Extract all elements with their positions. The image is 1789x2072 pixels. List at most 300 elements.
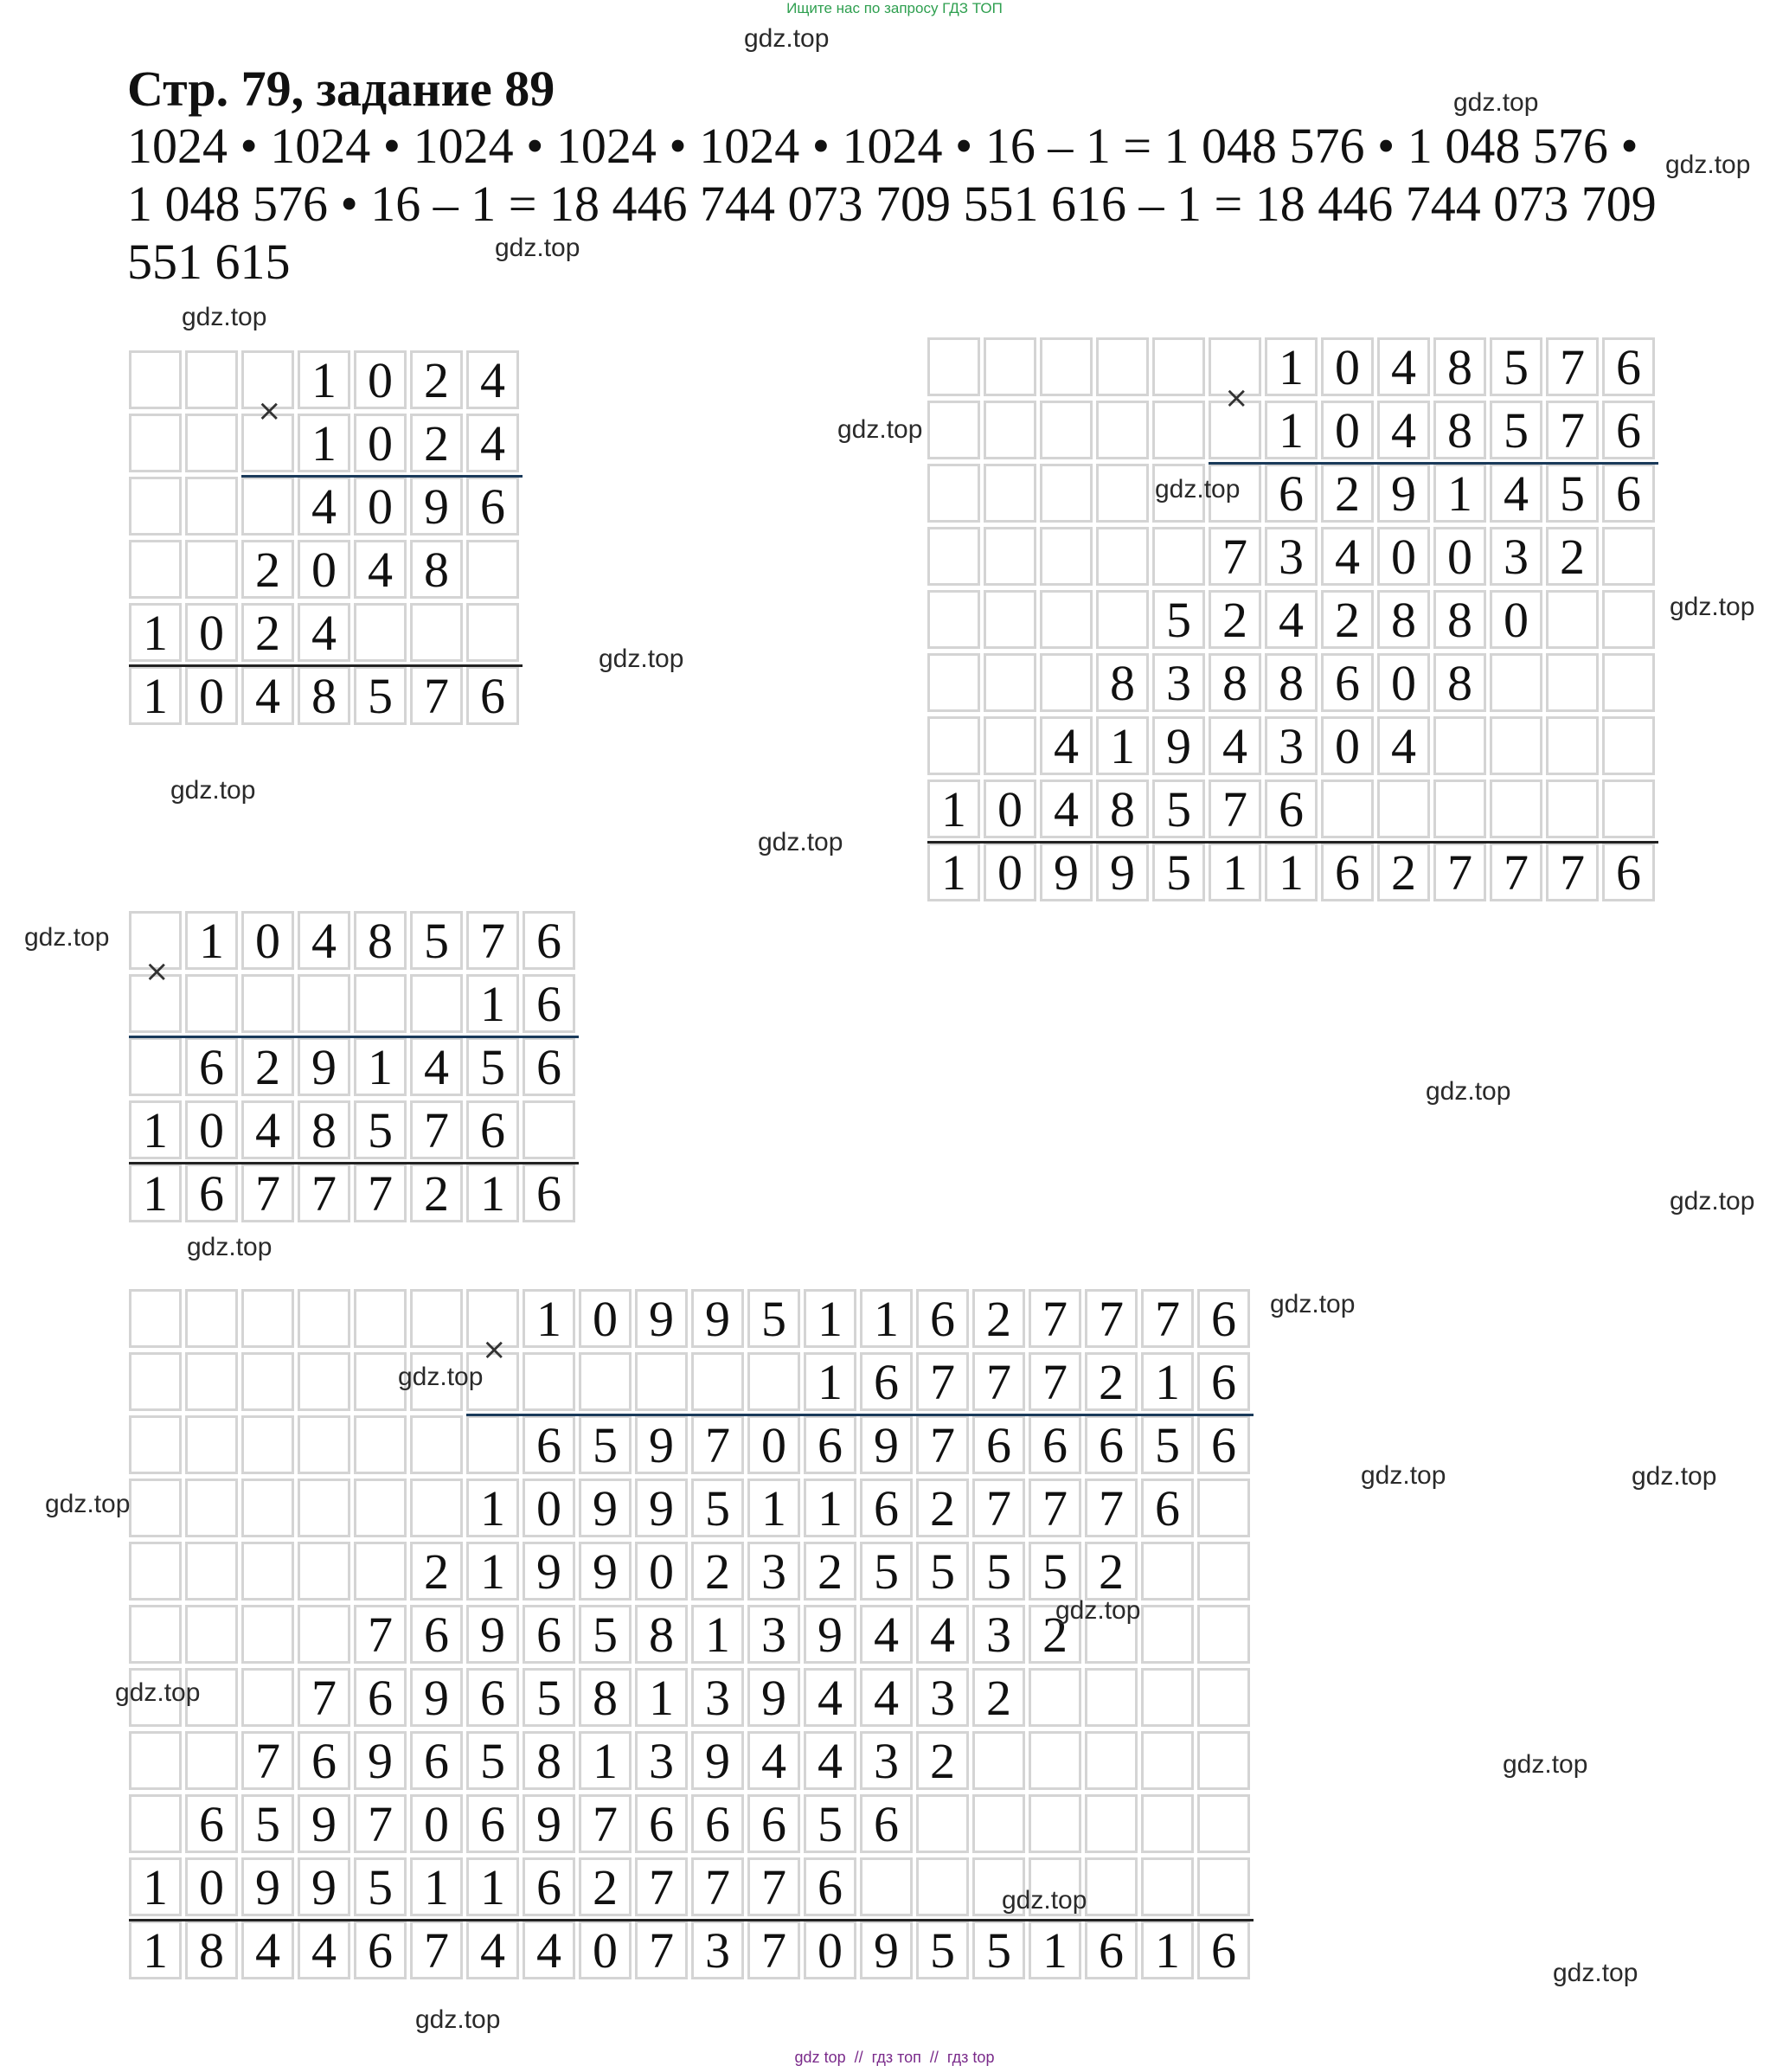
- digit-cell: 6: [185, 1794, 238, 1853]
- digit-cell: 9: [298, 1794, 350, 1853]
- watermark-link[interactable]: gdz.top: [170, 776, 256, 805]
- digit-cell: 5: [1152, 779, 1205, 838]
- digit-cell: [1040, 653, 1093, 712]
- watermark-link[interactable]: gdz.top: [1632, 1462, 1717, 1491]
- digit-cell: 6: [410, 1731, 463, 1790]
- watermark-link[interactable]: gdz.top: [115, 1678, 201, 1707]
- digit-cell: 1: [691, 1605, 744, 1664]
- digit-cell: [1197, 1668, 1250, 1727]
- digit-cell: 1: [1265, 843, 1318, 901]
- digit-cell: 4: [916, 1605, 969, 1664]
- digit-cell: 5: [972, 1921, 1025, 1979]
- digit-cell: 0: [1321, 401, 1374, 459]
- digit-cell: [410, 603, 463, 662]
- watermark-link[interactable]: gdz.top: [1670, 593, 1755, 621]
- digit-cell: [984, 464, 1036, 523]
- digit-cell: 4: [354, 540, 407, 599]
- digit-cell: 6: [1321, 843, 1374, 901]
- digit-cell: [860, 1857, 913, 1916]
- digit-cell: [984, 653, 1036, 712]
- digit-cell: 5: [523, 1668, 575, 1727]
- digit-cell: 1: [185, 911, 238, 970]
- digit-cell: 3: [747, 1605, 800, 1664]
- watermark-link[interactable]: gdz.top: [837, 415, 923, 444]
- digit-cell: [241, 1479, 294, 1537]
- digit-cell: 7: [1029, 1479, 1081, 1537]
- digit-cell: 1: [466, 1479, 519, 1537]
- digit-cell: [1197, 1857, 1250, 1916]
- digit-cell: [410, 1479, 463, 1537]
- watermark-link[interactable]: gdz.top: [495, 234, 580, 262]
- digit-cell: 9: [747, 1668, 800, 1727]
- digit-cell: 0: [354, 477, 407, 536]
- digit-cell: 7: [972, 1352, 1025, 1411]
- digit-cell: 2: [241, 540, 294, 599]
- watermark-link[interactable]: gdz.top: [1055, 1596, 1141, 1625]
- digit-cell: 2: [241, 603, 294, 662]
- digit-cell: 4: [241, 1100, 294, 1159]
- multiplier-underline: [129, 1036, 579, 1038]
- digit-cell: 4: [298, 1921, 350, 1979]
- digit-cell: 1: [466, 1542, 519, 1601]
- digit-cell: 9: [635, 1479, 688, 1537]
- digit-cell: 5: [241, 1794, 294, 1853]
- digit-cell: 7: [410, 1921, 463, 1979]
- digit-cell: 1: [804, 1479, 856, 1537]
- digit-cell: 5: [466, 1731, 519, 1790]
- watermark-link[interactable]: gdz.top: [1670, 1187, 1755, 1216]
- digit-cell: 2: [972, 1289, 1025, 1348]
- footer-links[interactable]: gdz top // гдз топ // гдз top: [794, 2049, 995, 2066]
- digit-cell: 1: [523, 1289, 575, 1348]
- digit-cell: [927, 464, 980, 523]
- digit-cell: 4: [298, 911, 350, 970]
- digit-cell: 8: [1096, 653, 1149, 712]
- digit-cell: 2: [1321, 590, 1374, 649]
- watermark-link[interactable]: gdz.top: [1270, 1290, 1356, 1318]
- digit-cell: 1: [1141, 1921, 1194, 1979]
- watermark-link[interactable]: gdz.top: [24, 923, 110, 952]
- digit-cell: 6: [1265, 779, 1318, 838]
- digit-cell: 9: [691, 1731, 744, 1790]
- digit-cell: [185, 1542, 238, 1601]
- digit-cell: 4: [747, 1731, 800, 1790]
- digit-cell: [984, 401, 1036, 459]
- digit-cell: [129, 1731, 182, 1790]
- digit-cell: 1: [927, 779, 980, 838]
- digit-cell: [466, 540, 519, 599]
- digit-cell: 1: [466, 974, 519, 1033]
- digit-cell: 1: [1141, 1352, 1194, 1411]
- watermark-link[interactable]: gdz.top: [415, 2005, 501, 2034]
- digit-cell: 0: [185, 1857, 238, 1916]
- digit-cell: [1197, 1542, 1250, 1601]
- digit-cell: 5: [916, 1542, 969, 1601]
- digit-cell: 6: [1265, 464, 1318, 523]
- digit-cell: 1: [129, 1100, 182, 1159]
- digit-cell: 6: [466, 1100, 519, 1159]
- watermark-link[interactable]: gdz.top: [45, 1490, 131, 1518]
- sum-line: [927, 841, 1658, 844]
- sum-line: [129, 1162, 579, 1164]
- digit-cell: [241, 1352, 294, 1411]
- digit-cell: 6: [1602, 464, 1655, 523]
- digit-cell: 6: [185, 1037, 238, 1096]
- digit-cell: 5: [1490, 337, 1542, 396]
- digit-cell: 7: [691, 1857, 744, 1916]
- digit-cell: [1085, 1668, 1138, 1727]
- watermark-link[interactable]: gdz.top: [1553, 1959, 1638, 1987]
- digit-cell: [129, 540, 182, 599]
- digit-cell: [354, 1415, 407, 1474]
- digit-cell: 1: [129, 666, 182, 725]
- digit-cell: 4: [1377, 337, 1430, 396]
- digit-cell: 6: [635, 1794, 688, 1853]
- digit-cell: 3: [691, 1921, 744, 1979]
- top-banner[interactable]: Ищите нас по запросу ГДЗ ТОП: [786, 0, 1003, 16]
- digit-cell: 8: [1433, 401, 1486, 459]
- digit-cell: [1602, 653, 1655, 712]
- digit-cell: 9: [523, 1542, 575, 1601]
- digit-cell: [984, 590, 1036, 649]
- digit-cell: [1546, 716, 1599, 775]
- digit-cell: 5: [466, 1037, 519, 1096]
- digit-cell: 7: [635, 1921, 688, 1979]
- digit-cell: 6: [1602, 337, 1655, 396]
- digit-cell: 7: [1209, 779, 1261, 838]
- digit-cell: 1: [354, 1037, 407, 1096]
- digit-cell: 2: [1029, 1605, 1081, 1664]
- digit-cell: 2: [1321, 464, 1374, 523]
- digit-cell: 8: [298, 666, 350, 725]
- digit-cell: [129, 1289, 182, 1348]
- digit-cell: [185, 1605, 238, 1664]
- digit-cell: 7: [1546, 337, 1599, 396]
- digit-cell: 4: [860, 1605, 913, 1664]
- digit-cell: 5: [354, 666, 407, 725]
- digit-cell: 3: [747, 1542, 800, 1601]
- digit-cell: 1: [747, 1479, 800, 1537]
- digit-cell: 1: [1209, 843, 1261, 901]
- digit-cell: [410, 1415, 463, 1474]
- digit-cell: 5: [410, 911, 463, 970]
- digit-cell: [984, 527, 1036, 586]
- digit-cell: 1: [129, 603, 182, 662]
- digit-cell: [916, 1794, 969, 1853]
- digit-cell: [984, 337, 1036, 396]
- digit-cell: [579, 1352, 632, 1411]
- digit-cell: [1490, 716, 1542, 775]
- digit-cell: 7: [747, 1921, 800, 1979]
- digit-cell: [241, 1289, 294, 1348]
- digit-cell: 7: [1433, 843, 1486, 901]
- watermark-link[interactable]: gdz.top: [1453, 88, 1539, 117]
- digit-cell: 6: [1197, 1415, 1250, 1474]
- digit-cell: [1141, 1857, 1194, 1916]
- digit-cell: 6: [1029, 1415, 1081, 1474]
- digit-cell: [1040, 464, 1093, 523]
- digit-cell: 6: [466, 477, 519, 536]
- digit-cell: 9: [860, 1415, 913, 1474]
- digit-cell: 3: [1152, 653, 1205, 712]
- digit-cell: [1197, 1731, 1250, 1790]
- digit-cell: 2: [691, 1542, 744, 1601]
- digit-cell: 7: [1029, 1289, 1081, 1348]
- digit-cell: 9: [691, 1289, 744, 1348]
- digit-cell: 6: [972, 1415, 1025, 1474]
- digit-cell: 0: [410, 1794, 463, 1853]
- watermark-link[interactable]: gdz.top: [187, 1233, 273, 1261]
- digit-cell: 4: [466, 350, 519, 409]
- digit-cell: [691, 1352, 744, 1411]
- digit-cell: 5: [860, 1542, 913, 1601]
- digit-cell: [129, 477, 182, 536]
- digit-cell: 7: [1490, 843, 1542, 901]
- digit-cell: 8: [635, 1605, 688, 1664]
- digit-cell: [1152, 337, 1205, 396]
- digit-cell: [185, 1289, 238, 1348]
- digit-cell: [1096, 337, 1149, 396]
- digit-cell: [523, 1100, 575, 1159]
- digit-cell: [241, 1605, 294, 1664]
- digit-cell: 9: [804, 1605, 856, 1664]
- digit-cell: 7: [1546, 401, 1599, 459]
- digit-cell: 1: [129, 1164, 182, 1222]
- digit-cell: [1085, 1794, 1138, 1853]
- digit-cell: [185, 414, 238, 472]
- digit-cell: 6: [860, 1794, 913, 1853]
- digit-cell: 2: [804, 1542, 856, 1601]
- digit-cell: [927, 590, 980, 649]
- digit-cell: [298, 1479, 350, 1537]
- digit-cell: 8: [410, 540, 463, 599]
- digit-cell: 0: [354, 350, 407, 409]
- digit-cell: 7: [354, 1164, 407, 1222]
- digit-cell: [185, 1479, 238, 1537]
- digit-cell: [129, 1037, 182, 1096]
- digit-cell: 1: [129, 1921, 182, 1979]
- digit-cell: 6: [1321, 653, 1374, 712]
- digit-cell: 3: [916, 1668, 969, 1727]
- digit-cell: 8: [523, 1731, 575, 1790]
- digit-cell: [927, 527, 980, 586]
- digit-cell: 4: [1265, 590, 1318, 649]
- digit-cell: 3: [1265, 716, 1318, 775]
- digit-cell: [354, 1542, 407, 1601]
- digit-cell: [927, 401, 980, 459]
- digit-cell: 1: [927, 843, 980, 901]
- digit-cell: 9: [635, 1415, 688, 1474]
- digit-cell: 1: [1096, 716, 1149, 775]
- watermark-link[interactable]: gdz.top: [1002, 1886, 1087, 1915]
- watermark-link[interactable]: gdz.top: [599, 645, 684, 673]
- digit-cell: 2: [241, 1037, 294, 1096]
- digit-cell: [747, 1352, 800, 1411]
- digit-cell: 6: [860, 1352, 913, 1411]
- digit-cell: 2: [579, 1857, 632, 1916]
- digit-cell: 6: [466, 1668, 519, 1727]
- digit-cell: 8: [354, 911, 407, 970]
- digit-cell: 0: [1321, 716, 1374, 775]
- digit-cell: 0: [523, 1479, 575, 1537]
- digit-cell: 1: [298, 350, 350, 409]
- digit-cell: 1: [466, 1164, 519, 1222]
- digit-cell: 0: [984, 843, 1036, 901]
- digit-cell: 4: [1040, 716, 1093, 775]
- digit-cell: 9: [410, 1668, 463, 1727]
- digit-cell: 0: [635, 1542, 688, 1601]
- watermark-link[interactable]: gdz.top: [398, 1363, 484, 1391]
- digit-cell: 7: [579, 1794, 632, 1853]
- digit-cell: [1433, 716, 1486, 775]
- digit-cell: 0: [1433, 527, 1486, 586]
- digit-cell: [1096, 464, 1149, 523]
- digit-cell: [984, 716, 1036, 775]
- digit-cell: 4: [860, 1668, 913, 1727]
- digit-cell: [354, 974, 407, 1033]
- digit-cell: 7: [1209, 527, 1261, 586]
- digit-cell: [185, 350, 238, 409]
- digit-cell: [1321, 779, 1374, 838]
- digit-cell: 8: [1433, 653, 1486, 712]
- digit-cell: 3: [635, 1731, 688, 1790]
- digit-cell: [1197, 1605, 1250, 1664]
- digit-cell: 6: [410, 1605, 463, 1664]
- digit-cell: [927, 653, 980, 712]
- digit-cell: 6: [354, 1921, 407, 1979]
- digit-cell: 4: [804, 1668, 856, 1727]
- digit-cell: 0: [241, 911, 294, 970]
- digit-cell: 1: [1265, 401, 1318, 459]
- digit-cell: [129, 414, 182, 472]
- digit-cell: 4: [298, 477, 350, 536]
- digit-cell: 9: [298, 1857, 350, 1916]
- digit-cell: 5: [354, 1100, 407, 1159]
- digit-cell: 4: [466, 1921, 519, 1979]
- watermark-link[interactable]: gdz.top: [758, 828, 843, 856]
- digit-cell: 1: [466, 1857, 519, 1916]
- digit-cell: [410, 1289, 463, 1348]
- watermark-link[interactable]: gdz.top: [1665, 151, 1751, 179]
- digit-cell: 7: [635, 1857, 688, 1916]
- digit-cell: 4: [1377, 716, 1430, 775]
- digit-cell: 8: [298, 1100, 350, 1159]
- digit-cell: 5: [1029, 1542, 1081, 1601]
- digit-cell: [1040, 527, 1093, 586]
- digit-cell: [354, 603, 407, 662]
- digit-cell: 9: [523, 1794, 575, 1853]
- digit-cell: [1141, 1605, 1194, 1664]
- multiply-sign-icon: ×: [257, 394, 282, 428]
- digit-cell: 3: [691, 1668, 744, 1727]
- digit-cell: 6: [1197, 1352, 1250, 1411]
- digit-cell: [298, 1289, 350, 1348]
- digit-cell: [1490, 653, 1542, 712]
- digit-cell: 8: [1096, 779, 1149, 838]
- digit-cell: 4: [298, 603, 350, 662]
- digit-cell: [129, 1479, 182, 1537]
- digit-cell: [1029, 1794, 1081, 1853]
- digit-cell: 8: [1209, 653, 1261, 712]
- digit-cell: [1197, 1479, 1250, 1537]
- digit-cell: 1: [410, 1857, 463, 1916]
- digit-cell: 4: [1377, 401, 1430, 459]
- watermark-link[interactable]: gdz.top: [1503, 1750, 1588, 1779]
- digit-cell: 5: [1152, 590, 1205, 649]
- digit-cell: [1040, 590, 1093, 649]
- digit-cell: [972, 1794, 1025, 1853]
- digit-cell: 2: [1377, 843, 1430, 901]
- digit-cell: 0: [579, 1921, 632, 1979]
- digit-cell: 7: [410, 1100, 463, 1159]
- digit-cell: 7: [916, 1352, 969, 1411]
- digit-cell: [1040, 401, 1093, 459]
- watermark-link[interactable]: gdz.top: [1361, 1461, 1446, 1490]
- digit-cell: 2: [916, 1731, 969, 1790]
- digit-cell: 1: [298, 414, 350, 472]
- digit-cell: 2: [972, 1668, 1025, 1727]
- watermark-link[interactable]: gdz.top: [1155, 475, 1241, 504]
- digit-cell: 2: [410, 1542, 463, 1601]
- digit-cell: 5: [354, 1857, 407, 1916]
- digit-cell: [1141, 1731, 1194, 1790]
- digit-cell: [1085, 1731, 1138, 1790]
- digit-cell: 6: [523, 974, 575, 1033]
- digit-cell: 2: [916, 1479, 969, 1537]
- digit-cell: [298, 974, 350, 1033]
- watermark-link[interactable]: gdz.top: [1426, 1077, 1511, 1106]
- digit-cell: [241, 974, 294, 1033]
- digit-cell: [241, 1415, 294, 1474]
- digit-cell: [129, 1415, 182, 1474]
- digit-cell: 3: [1265, 527, 1318, 586]
- digit-cell: 9: [1377, 464, 1430, 523]
- digit-cell: 6: [523, 1605, 575, 1664]
- digit-cell: 0: [1490, 590, 1542, 649]
- digit-cell: [1141, 1794, 1194, 1853]
- digit-cell: 7: [1029, 1352, 1081, 1411]
- digit-cell: 0: [354, 414, 407, 472]
- watermark-link[interactable]: gdz.top: [182, 303, 267, 331]
- multiplier-underline: [241, 475, 523, 478]
- digit-cell: [129, 1605, 182, 1664]
- digit-cell: [129, 350, 182, 409]
- digit-cell: 6: [354, 1668, 407, 1727]
- watermark-link[interactable]: gdz.top: [744, 24, 830, 53]
- digit-cell: [523, 1352, 575, 1411]
- digit-cell: [410, 974, 463, 1033]
- digit-cell: [298, 1415, 350, 1474]
- digit-cell: 8: [185, 1921, 238, 1979]
- digit-cell: 7: [354, 1794, 407, 1853]
- digit-cell: [241, 1668, 294, 1727]
- digit-cell: 7: [972, 1479, 1025, 1537]
- digit-cell: 6: [1197, 1289, 1250, 1348]
- digit-cell: 3: [860, 1731, 913, 1790]
- expression-line-3: 551 615: [127, 234, 291, 290]
- digit-cell: [241, 1542, 294, 1601]
- digit-cell: [927, 337, 980, 396]
- digit-cell: [298, 1542, 350, 1601]
- digit-cell: 1: [1265, 337, 1318, 396]
- digit-cell: [354, 1289, 407, 1348]
- digit-cell: 7: [410, 666, 463, 725]
- digit-cell: 4: [1040, 779, 1093, 838]
- digit-cell: 1: [1433, 464, 1486, 523]
- multiply-sign-icon: ×: [1224, 381, 1249, 415]
- digit-cell: 4: [241, 1921, 294, 1979]
- digit-cell: [1490, 779, 1542, 838]
